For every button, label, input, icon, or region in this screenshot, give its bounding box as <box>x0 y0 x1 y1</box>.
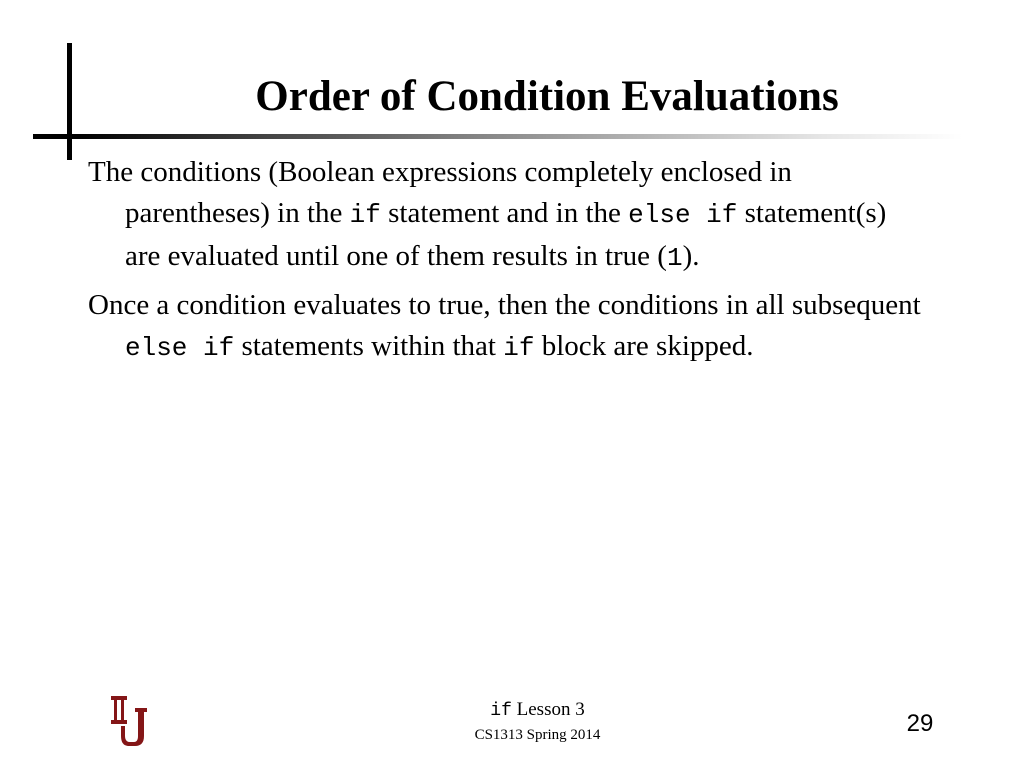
paragraph-2-text-1: Once a condition evaluates to true, then the conditions in all subsequent <box>88 289 921 321</box>
paragraph-1-text-4: ). <box>682 240 700 272</box>
paragraph-1-code-if: if <box>349 200 381 230</box>
paragraph-1-text-3: statement(s) are evaluated until one of them results in true ( <box>125 197 887 272</box>
slide-body <box>88 152 928 375</box>
paragraph-2-code-else-if: else if <box>125 333 235 363</box>
footer-lesson-code: if <box>490 701 512 721</box>
paragraph-2 <box>88 285 928 369</box>
decorative-horizontal-rule <box>33 134 963 139</box>
paragraph-2-code-if: if <box>503 333 535 363</box>
paragraph-2-text-2: statements within that <box>234 330 504 362</box>
footer-lesson <box>400 698 675 723</box>
paragraph-1 <box>88 152 928 279</box>
footer-course: CS1313 Spring 2014 <box>474 727 601 743</box>
paragraph-1-code-one: 1 <box>666 243 683 273</box>
ou-logo-icon <box>107 690 157 752</box>
footer-lesson-text: Lesson 3 <box>511 699 585 720</box>
page-number: 29 <box>906 710 934 737</box>
paragraph-1-text-2: statement and in the <box>380 197 629 229</box>
slide-title: Order of Condition Evaluations <box>255 73 839 120</box>
paragraph-2-text-3: block are skipped. <box>534 330 754 362</box>
paragraph-1-code-else-if: else if <box>628 200 738 230</box>
slide-footer <box>400 698 675 747</box>
paragraph-1-text-1: The conditions (Boolean expressions completely enclosed in parentheses) in the <box>88 156 792 229</box>
